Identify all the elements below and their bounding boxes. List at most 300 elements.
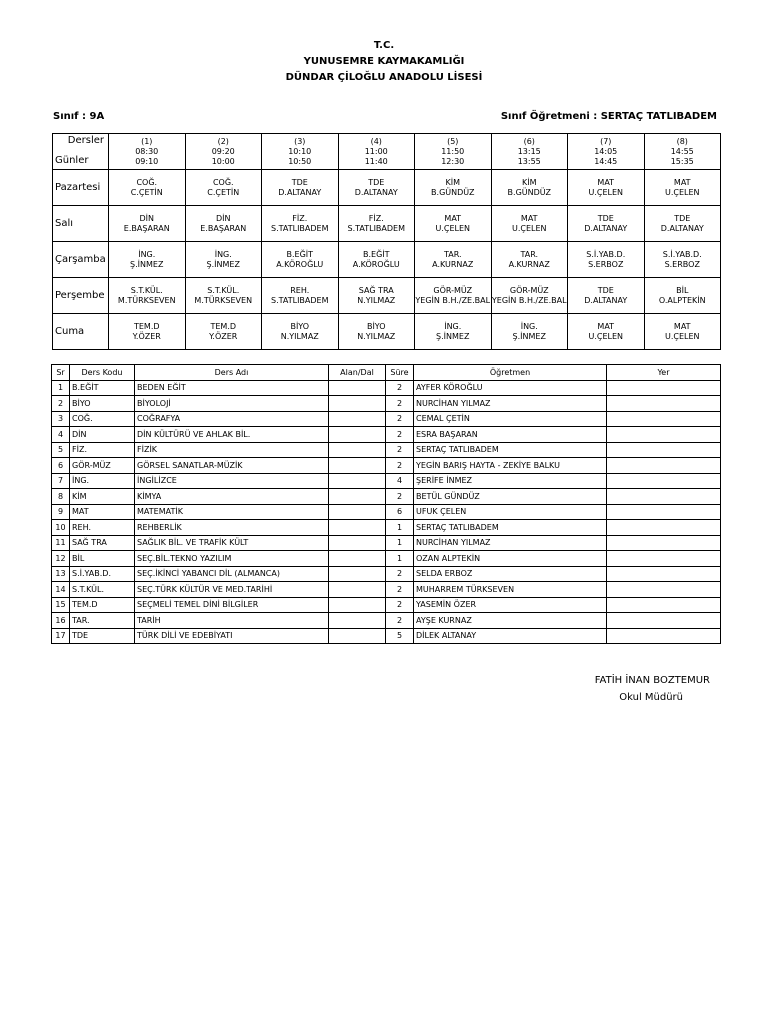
lesson-course-code: KİM: [445, 177, 460, 187]
lesson-teacher-name: M.TÜRKSEVEN: [117, 295, 176, 305]
lesson-teacher-name: S.TATLIBADEM: [347, 223, 406, 233]
course-teacher: AYŞE KURNAZ: [414, 613, 607, 629]
course-location: [607, 628, 721, 644]
course-field-branch: [329, 411, 386, 427]
course-field-branch: [329, 473, 386, 489]
lesson-teacher-name: A.KURNAZ: [432, 259, 474, 269]
lesson-course-code: TEM.D: [210, 321, 237, 331]
lesson-cell: [491, 278, 568, 314]
lesson-teacher-name: S.ERBOZ: [588, 259, 624, 269]
course-field-branch: [329, 380, 386, 396]
course-course-name: GÖRSEL SANATLAR-MÜZİK: [135, 458, 329, 474]
schedule-header-row: [53, 134, 721, 170]
day-name: Perşembe: [53, 278, 109, 314]
course-teacher: ŞERİFE İNMEZ: [414, 473, 607, 489]
course-row-number: 8: [52, 489, 70, 505]
course-teacher: MUHARREM TÜRKSEVEN: [414, 582, 607, 598]
course-location: [607, 535, 721, 551]
course-course-code: S.T.KÜL.: [70, 582, 135, 598]
course-course-name: COĞRAFYA: [135, 411, 329, 427]
lesson-course-code: İNG.: [444, 321, 462, 331]
course-field-branch: [329, 458, 386, 474]
lesson-course-code: GÖR-MÜZ: [509, 285, 549, 295]
course-duration: 2: [386, 489, 414, 505]
course-duration: 2: [386, 427, 414, 443]
course-list-header-row: [52, 365, 721, 381]
course-row: [52, 504, 721, 520]
period-header-2: [185, 134, 262, 170]
lesson-course-code: B.EĞİT: [362, 249, 390, 259]
lesson-course-code: S.İ.YAB.D.: [662, 249, 702, 259]
lesson-teacher-name: Ş.İNMEZ: [206, 259, 240, 269]
course-course-name: DİN KÜLTÜRÜ VE AHLAK BİL.: [135, 427, 329, 443]
course-col-header: Alan/Dal: [329, 365, 386, 381]
course-location: [607, 396, 721, 412]
course-location: [607, 489, 721, 505]
period-end: 15:35: [670, 156, 694, 166]
course-col-header: Yer: [607, 365, 721, 381]
course-course-code: GÖR-MÜZ: [70, 458, 135, 474]
course-row: [52, 458, 721, 474]
course-location: [607, 411, 721, 427]
period-no: (5): [447, 136, 459, 146]
lesson-cell: [644, 314, 721, 350]
course-course-code: TEM.D: [70, 597, 135, 613]
course-duration: 2: [386, 582, 414, 598]
course-course-name: KİMYA: [135, 489, 329, 505]
lesson-cell: [491, 314, 568, 350]
lesson-cell: [185, 278, 262, 314]
course-duration: 2: [386, 442, 414, 458]
course-row: [52, 582, 721, 598]
lesson-course-code: TDE: [674, 213, 691, 223]
lesson-cell: [568, 206, 645, 242]
period-header-4: [338, 134, 415, 170]
lesson-teacher-name: A.KURNAZ: [508, 259, 550, 269]
course-course-code: MAT: [70, 504, 135, 520]
lesson-course-code: S.T.KÜL.: [130, 285, 163, 295]
course-field-branch: [329, 489, 386, 505]
course-row-number: 16: [52, 613, 70, 629]
lesson-cell: [415, 206, 492, 242]
lesson-cell: [568, 170, 645, 206]
course-teacher: BETÜL GÜNDÜZ: [414, 489, 607, 505]
lesson-cell: [338, 242, 415, 278]
course-course-name: İNGİLİZCE: [135, 473, 329, 489]
period-start: 13:15: [517, 146, 541, 156]
course-field-branch: [329, 442, 386, 458]
course-col-header: Süre: [386, 365, 414, 381]
course-course-code: FİZ.: [70, 442, 135, 458]
lesson-cell: [109, 314, 186, 350]
lesson-cell: [644, 206, 721, 242]
lesson-course-code: FİZ.: [368, 213, 384, 223]
lesson-teacher-name: U.ÇELEN: [664, 187, 700, 197]
course-course-name: SEÇ.TÜRK KÜLTÜR VE MED.TARİHİ: [135, 582, 329, 598]
lesson-cell: [338, 278, 415, 314]
lesson-cell: [185, 206, 262, 242]
course-duration: 2: [386, 411, 414, 427]
lesson-teacher-name: A.KÖROĞLU: [276, 259, 324, 269]
header-tc: T.C.: [373, 40, 395, 51]
period-end: 14:45: [594, 156, 618, 166]
period-end: 10:00: [211, 156, 235, 166]
lesson-cell: [109, 206, 186, 242]
lesson-course-code: TAR.: [520, 249, 539, 259]
schedule-day-row: [53, 314, 721, 350]
course-row-number: 5: [52, 442, 70, 458]
lesson-course-code: İNG.: [138, 249, 156, 259]
course-teacher: ESRA BAŞARAN: [414, 427, 607, 443]
lesson-cell: [262, 206, 339, 242]
course-teacher: CEMAL ÇETİN: [414, 411, 607, 427]
course-row-number: 6: [52, 458, 70, 474]
course-row-number: 14: [52, 582, 70, 598]
course-duration: 2: [386, 458, 414, 474]
corner-gunler-label: Günler: [55, 155, 89, 166]
lesson-course-code: TDE: [368, 177, 385, 187]
lesson-teacher-name: D.ALTANAY: [354, 187, 398, 197]
course-course-code: TAR.: [70, 613, 135, 629]
lesson-teacher-name: Ş.İNMEZ: [130, 259, 164, 269]
course-field-branch: [329, 566, 386, 582]
lesson-teacher-name: N.YILMAZ: [357, 295, 396, 305]
lesson-course-code: COĞ.: [136, 177, 158, 187]
course-course-name: REHBERLİK: [135, 520, 329, 536]
lesson-teacher-name: D.ALTANAY: [278, 187, 322, 197]
course-row: [52, 427, 721, 443]
course-course-name: SEÇMELİ TEMEL DİNİ BİLGİLER: [135, 597, 329, 613]
course-row: [52, 380, 721, 396]
lesson-course-code: MAT: [597, 321, 615, 331]
lesson-course-code: MAT: [673, 321, 691, 331]
course-course-name: TARİH: [135, 613, 329, 629]
lesson-cell: [644, 242, 721, 278]
course-teacher: NURCİHAN YILMAZ: [414, 535, 607, 551]
lesson-teacher-name: S.ERBOZ: [664, 259, 700, 269]
course-field-branch: [329, 520, 386, 536]
period-header-6: [491, 134, 568, 170]
course-course-name: SEÇ.BİL.TEKNO YAZILIM: [135, 551, 329, 567]
day-name: Salı: [53, 206, 109, 242]
schedule-day-row: [53, 206, 721, 242]
lesson-cell: [262, 278, 339, 314]
course-location: [607, 427, 721, 443]
period-start: 11:00: [364, 146, 388, 156]
course-location: [607, 442, 721, 458]
period-end: 13:55: [517, 156, 541, 166]
course-teacher: NURCİHAN YILMAZ: [414, 396, 607, 412]
schedule-day-row: [53, 242, 721, 278]
course-row-number: 10: [52, 520, 70, 536]
schedule-corner-cell: [53, 134, 109, 170]
course-location: [607, 520, 721, 536]
course-list-table: [51, 364, 721, 644]
course-row: [52, 396, 721, 412]
lesson-cell: [109, 278, 186, 314]
period-header-5: [415, 134, 492, 170]
lesson-cell: [262, 170, 339, 206]
principal-title: Okul Müdürü: [619, 692, 683, 703]
course-row-number: 4: [52, 427, 70, 443]
period-start: 14:05: [594, 146, 618, 156]
course-course-name: MATEMATİK: [135, 504, 329, 520]
lesson-cell: [491, 242, 568, 278]
course-col-header: Öğretmen: [414, 365, 607, 381]
course-duration: 2: [386, 380, 414, 396]
schedule-day-row: [53, 278, 721, 314]
lesson-course-code: BİYO: [366, 321, 386, 331]
course-row: [52, 489, 721, 505]
period-no: (4): [370, 136, 382, 146]
course-row: [52, 566, 721, 582]
lesson-teacher-name: D.ALTANAY: [660, 223, 704, 233]
lesson-teacher-name: Y.ÖZER: [209, 331, 238, 341]
course-teacher: YEGİN BARIŞ HAYTA - ZEKİYE BALKU: [414, 458, 607, 474]
lesson-cell: [415, 278, 492, 314]
principal-name: FATİH İNAN BOZTEMUR: [594, 675, 710, 686]
course-teacher: OZAN ALPTEKİN: [414, 551, 607, 567]
lesson-teacher-name: C.ÇETİN: [207, 187, 240, 197]
lesson-course-code: TAR.: [443, 249, 462, 259]
course-field-branch: [329, 597, 386, 613]
lesson-teacher-name: Ş.İNMEZ: [512, 331, 546, 341]
course-field-branch: [329, 535, 386, 551]
course-row: [52, 535, 721, 551]
course-location: [607, 551, 721, 567]
weekly-schedule-table: [52, 133, 721, 350]
course-field-branch: [329, 613, 386, 629]
lesson-cell: [568, 242, 645, 278]
lesson-teacher-name: M.TÜRKSEVEN: [194, 295, 253, 305]
lesson-cell: [568, 278, 645, 314]
course-row: [52, 442, 721, 458]
lesson-cell: [109, 242, 186, 278]
course-location: [607, 566, 721, 582]
lesson-course-code: REH.: [290, 285, 310, 295]
course-course-name: BİYOLOJİ: [135, 396, 329, 412]
course-course-code: DİN: [70, 427, 135, 443]
lesson-course-code: MAT: [597, 177, 615, 187]
period-end: 11:40: [364, 156, 388, 166]
course-field-branch: [329, 582, 386, 598]
lesson-teacher-name: S.TATLIBADEM: [270, 295, 329, 305]
corner-dersler-label: Dersler: [67, 135, 104, 146]
period-header-7: [568, 134, 645, 170]
day-name: Çarşamba: [53, 242, 109, 278]
lesson-cell: [491, 206, 568, 242]
period-no: (3): [294, 136, 306, 146]
course-duration: 2: [386, 597, 414, 613]
lesson-course-code: S.İ.YAB.D.: [586, 249, 626, 259]
course-row: [52, 551, 721, 567]
course-course-code: REH.: [70, 520, 135, 536]
course-course-code: TDE: [70, 628, 135, 644]
period-end: 12:30: [441, 156, 465, 166]
lesson-course-code: FİZ.: [292, 213, 308, 223]
lesson-cell: [185, 242, 262, 278]
lesson-teacher-name: B.GÜNDÜZ: [431, 187, 475, 197]
lesson-cell: [644, 278, 721, 314]
lesson-teacher-name: U.ÇELEN: [588, 331, 624, 341]
course-col-header: Ders Adı: [135, 365, 329, 381]
lesson-teacher-name: Ş.İNMEZ: [436, 331, 470, 341]
course-course-code: SAĞ TRA: [70, 535, 135, 551]
period-start: 09:20: [211, 146, 235, 156]
day-name: Cuma: [53, 314, 109, 350]
course-row: [52, 613, 721, 629]
course-course-code: BİYO: [70, 396, 135, 412]
lesson-course-code: TDE: [291, 177, 308, 187]
course-location: [607, 380, 721, 396]
course-location: [607, 582, 721, 598]
course-course-code: BİL: [70, 551, 135, 567]
lesson-teacher-name: U.ÇELEN: [588, 187, 624, 197]
course-teacher: DİLEK ALTANAY: [414, 628, 607, 644]
period-no: (7): [600, 136, 612, 146]
course-teacher: AYFER KÖROĞLU: [414, 380, 607, 396]
course-duration: 1: [386, 535, 414, 551]
lesson-teacher-name: E.BAŞARAN: [200, 223, 247, 233]
course-duration: 2: [386, 396, 414, 412]
course-course-name: SEÇ.İKİNCİ YABANCI DİL (ALMANCA): [135, 566, 329, 582]
course-course-code: S.İ.YAB.D.: [70, 566, 135, 582]
lesson-cell: [262, 242, 339, 278]
course-duration: 2: [386, 613, 414, 629]
course-row-number: 3: [52, 411, 70, 427]
day-name: Pazartesi: [53, 170, 109, 206]
course-row-number: 13: [52, 566, 70, 582]
course-course-code: COĞ.: [70, 411, 135, 427]
period-header-8: [644, 134, 721, 170]
lesson-teacher-name: U.ÇELEN: [664, 331, 700, 341]
course-field-branch: [329, 504, 386, 520]
lesson-teacher-name: D.ALTANAY: [584, 295, 628, 305]
lesson-teacher-name: C.ÇETİN: [130, 187, 163, 197]
course-course-code: B.EĞİT: [70, 380, 135, 396]
period-start: 11:50: [441, 146, 465, 156]
lesson-cell: [338, 206, 415, 242]
course-duration: 4: [386, 473, 414, 489]
course-row: [52, 411, 721, 427]
course-row-number: 12: [52, 551, 70, 567]
period-header-1: [109, 134, 186, 170]
header-school-name: DÜNDAR ÇİLOĞLU ANADOLU LİSESİ: [285, 72, 483, 83]
course-row: [52, 628, 721, 644]
lesson-course-code: DİN: [215, 213, 231, 223]
lesson-cell: [415, 170, 492, 206]
lesson-course-code: S.T.KÜL.: [207, 285, 240, 295]
course-duration: 5: [386, 628, 414, 644]
lesson-course-code: GÖR-MÜZ: [433, 285, 473, 295]
lesson-cell: [185, 314, 262, 350]
course-col-header: Sr: [52, 365, 70, 381]
course-field-branch: [329, 551, 386, 567]
course-course-name: FİZİK: [135, 442, 329, 458]
course-location: [607, 473, 721, 489]
lesson-teacher-name: B.GÜNDÜZ: [507, 187, 551, 197]
class-label: Sınıf : 9A: [53, 111, 105, 122]
lesson-course-code: İNG.: [520, 321, 538, 331]
period-no: (6): [523, 136, 535, 146]
lesson-cell: [338, 170, 415, 206]
course-course-name: SAĞLIK BİL. VE TRAFİK KÜLT: [135, 535, 329, 551]
course-row-number: 1: [52, 380, 70, 396]
course-field-branch: [329, 427, 386, 443]
lesson-cell: [262, 314, 339, 350]
lesson-course-code: MAT: [673, 177, 691, 187]
period-end: 09:10: [135, 156, 159, 166]
course-course-name: TÜRK DİLİ VE EDEBİYATI: [135, 628, 329, 644]
period-start: 10:10: [288, 146, 312, 156]
lesson-teacher-name: N.YILMAZ: [280, 331, 319, 341]
lesson-course-code: BİYO: [290, 321, 310, 331]
course-row-number: 2: [52, 396, 70, 412]
lesson-course-code: TDE: [597, 213, 614, 223]
period-start: 08:30: [135, 146, 159, 156]
lesson-cell: [568, 314, 645, 350]
class-teacher-label: Sınıf Öğretmeni : SERTAÇ TATLIBADEM: [500, 111, 717, 122]
course-row-number: 9: [52, 504, 70, 520]
course-row: [52, 597, 721, 613]
lesson-teacher-name: D.ALTANAY: [584, 223, 628, 233]
course-location: [607, 613, 721, 629]
period-header-3: [262, 134, 339, 170]
lesson-course-code: SAĞ TRA: [358, 285, 394, 295]
lesson-course-code: DİN: [139, 213, 154, 223]
period-no: (8): [676, 136, 688, 146]
lesson-cell: [338, 314, 415, 350]
course-teacher: YASEMİN ÖZER: [414, 597, 607, 613]
course-location: [607, 504, 721, 520]
course-teacher: SELDA ERBOZ: [414, 566, 607, 582]
lesson-cell: [109, 170, 186, 206]
lesson-course-code: TDE: [597, 285, 614, 295]
lesson-course-code: İNG.: [214, 249, 232, 259]
course-duration: 2: [386, 566, 414, 582]
lesson-cell: [415, 314, 492, 350]
lesson-course-code: COĞ.: [212, 177, 234, 187]
course-location: [607, 458, 721, 474]
lesson-course-code: MAT: [520, 213, 538, 223]
lesson-teacher-name: U.ÇELEN: [511, 223, 547, 233]
lesson-teacher-name: O.ALPTEKİN: [658, 295, 706, 305]
course-row-number: 15: [52, 597, 70, 613]
schedule-day-row: [53, 170, 721, 206]
course-row-number: 17: [52, 628, 70, 644]
lesson-teacher-name: S.TATLIBADEM: [270, 223, 329, 233]
course-teacher: SERTAÇ TATLIBADEM: [414, 520, 607, 536]
period-no: (2): [217, 136, 229, 146]
lesson-course-code: KİM: [521, 177, 537, 187]
lesson-teacher-name: YEGİN B.H./ZE.BAL: [415, 295, 491, 305]
header-kaymakamlik: YUNUSEMRE KAYMAKAMLIĞI: [303, 56, 465, 67]
lesson-course-code: MAT: [444, 213, 462, 223]
course-teacher: SERTAÇ TATLIBADEM: [414, 442, 607, 458]
lesson-cell: [185, 170, 262, 206]
course-row: [52, 473, 721, 489]
course-course-code: KİM: [70, 489, 135, 505]
course-field-branch: [329, 396, 386, 412]
lesson-teacher-name: E.BAŞARAN: [123, 223, 170, 233]
course-row: [52, 520, 721, 536]
period-start: 14:55: [670, 146, 694, 156]
course-col-header: Ders Kodu: [70, 365, 135, 381]
lesson-course-code: B.EĞİT: [286, 249, 314, 259]
course-course-code: İNG.: [70, 473, 135, 489]
lesson-teacher-name: N.YILMAZ: [357, 331, 396, 341]
lesson-cell: [491, 170, 568, 206]
